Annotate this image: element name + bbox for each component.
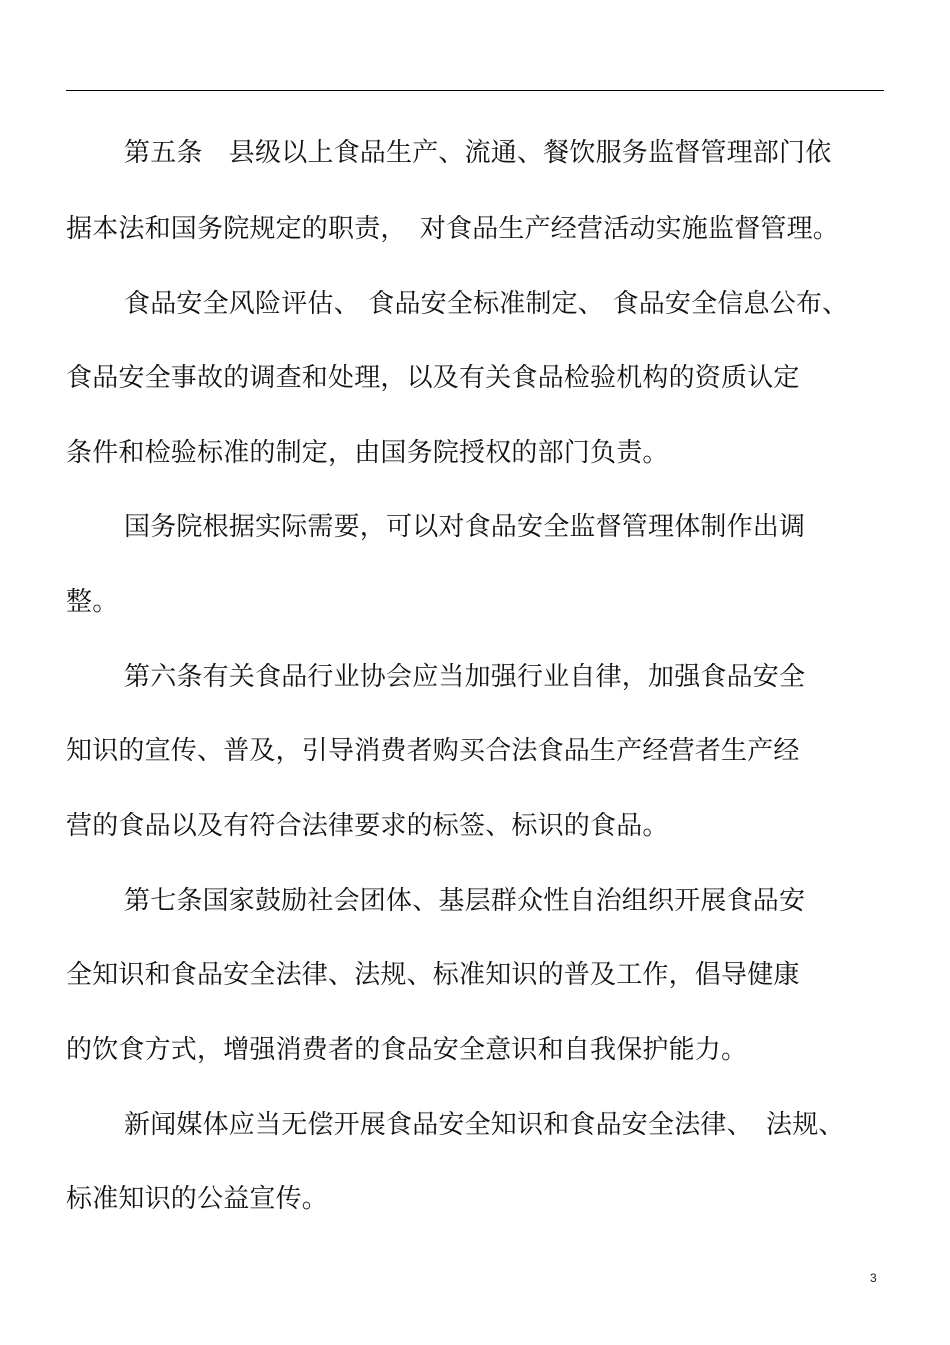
text-line: 条件和检验标准的制定，由国务院授权的部门负责。 (66, 438, 669, 468)
text-line: 全知识和食品安全法律、法规、标准知识的普及工作，倡导健康 (66, 960, 800, 990)
text-line: 新闻媒体应当无偿开展食品安全知识和食品安全法律、 法规、 (124, 1110, 845, 1140)
text-line: 营的食品以及有符合法律要求的标签、标识的食品。 (66, 811, 669, 841)
text-line: 第七条国家鼓励社会团体、基层群众性自治组织开展食品安 (124, 886, 806, 916)
header-rule (66, 90, 884, 91)
text-line: 第六条有关食品行业协会应当加强行业自律，加强食品安全 (124, 662, 806, 692)
text-line: 整。 (66, 587, 119, 617)
text-line: 第五条 县级以上食品生产、流通、餐饮服务监督管理部门依 (124, 138, 832, 168)
text-line: 的饮食方式，增强消费者的食品安全意识和自我保护能力。 (66, 1035, 748, 1065)
text-line: 食品安全事故的调查和处理，以及有关食品检验机构的资质认定 (66, 363, 800, 393)
text-line: 食品安全风险评估、 食品安全标准制定、 食品安全信息公布、 (124, 289, 849, 319)
text-line: 标准知识的公益宣传。 (66, 1184, 329, 1214)
text-line: 据本法和国务院规定的职责， 对食品生产经营活动实施监督管理。 (66, 214, 840, 244)
text-line: 国务院根据实际需要，可以对食品安全监督管理体制作出调 (124, 512, 806, 542)
text-line: 知识的宣传、普及，引导消费者购买合法食品生产经营者生产经 (66, 736, 800, 766)
page-number: 3 (870, 1271, 877, 1285)
